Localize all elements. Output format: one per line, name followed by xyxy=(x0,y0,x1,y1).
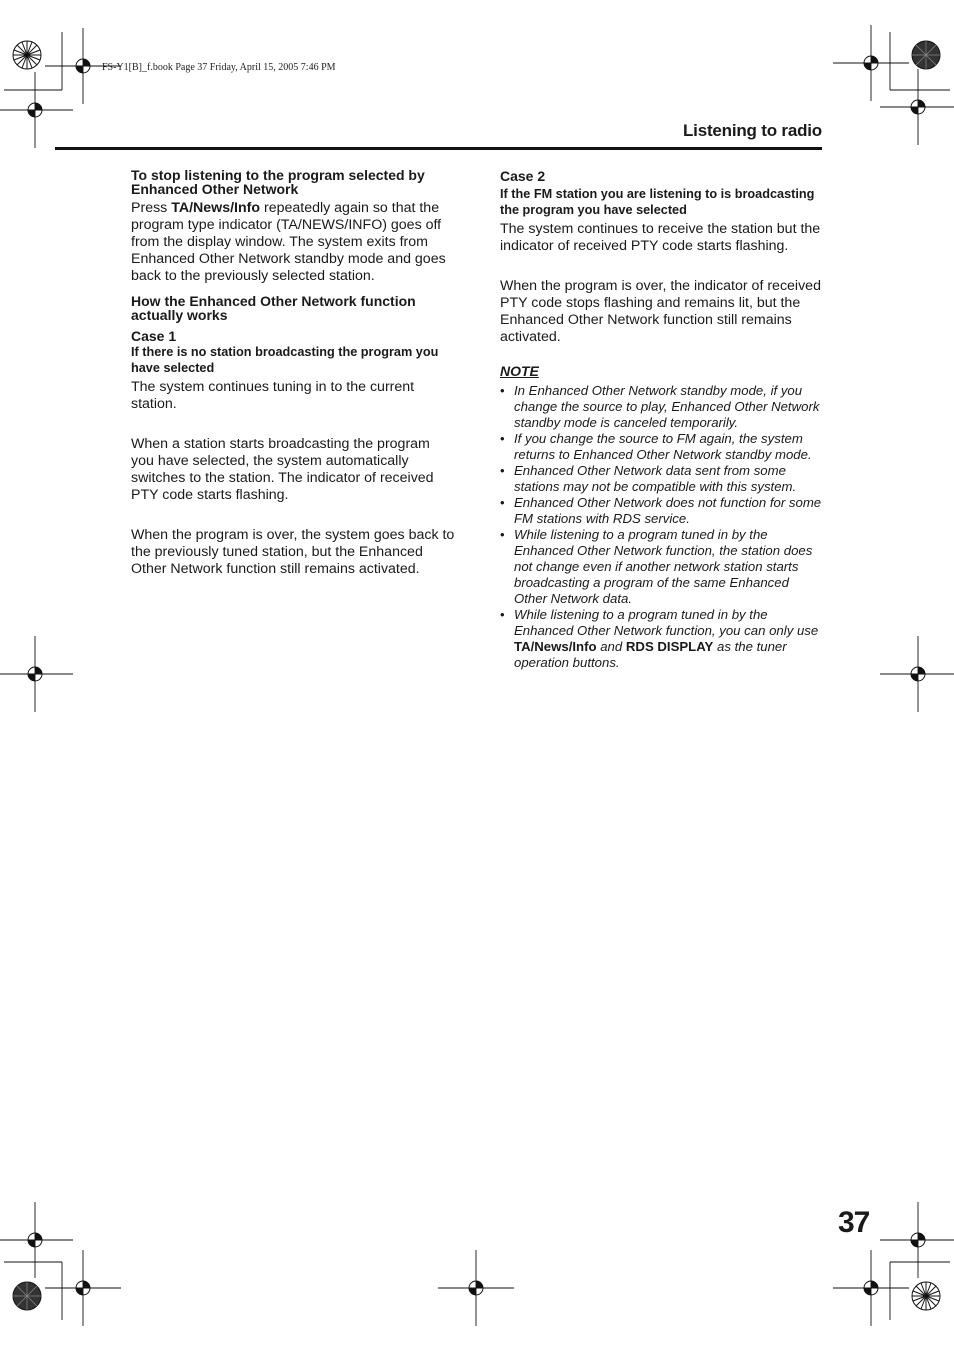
case1-subtitle: If there is no station broadcasting the program you have selected xyxy=(131,345,439,375)
case2-paragraph-2: When the program is over, the indicator of received PTY code stops flashing and remains lit, but the Enhanced Other Network function still remains activated. xyxy=(500,278,821,345)
ta-news-info-button-label: TA/News/Info xyxy=(514,639,597,654)
case1-paragraph-1: The system continues tuning in to the current station. xyxy=(131,379,415,412)
note-item: • If you change the source to FM again, the system returns to Enhanced Other Network standby mode. xyxy=(500,431,812,462)
bullet: • xyxy=(500,383,505,398)
note-item: • Enhanced Other Network does not function for some FM stations with RDS service. xyxy=(500,495,822,526)
notes-list xyxy=(500,383,825,671)
note-item: • While listening to a program tuned in by the Enhanced Other Network function, you can only use TA/News/Info and RDS DISPLAY as the tuner operation buttons. xyxy=(500,607,819,670)
note-item: • While listening to a program tuned in by the Enhanced Other Network function, the station does not change even if another network station starts broadcasting a program of the same Enhanced Other Network data. xyxy=(500,527,813,606)
note-item: • In Enhanced Other Network standby mode, if you change the source to play, Enhanced Other Network standby mode is canceled temporarily. xyxy=(500,383,820,430)
stop-text-before: Press xyxy=(131,200,172,216)
ta-news-info-button-label: TA/News/Info xyxy=(171,200,261,216)
how-heading: How the Enhanced Other Network function actually works xyxy=(131,293,416,323)
stop-heading: To stop listening to the program selected by Enhanced Other Network xyxy=(131,167,425,197)
note-title: NOTE xyxy=(500,363,539,379)
note-item: • Enhanced Other Network data sent from some stations may not be compatible with this system. xyxy=(500,463,797,494)
stop-text-after: repeatedly again so that the program type indicator (TA/NEWS/INFO) goes off from the display window. The system exits from Enhanced Other Network standby mode and goes back to the previously selected station. xyxy=(131,200,446,284)
case1-paragraph-3: When the program is over, the system goes back to the previously tuned station, but the Enhanced Other Network function still remains activated. xyxy=(131,527,455,577)
rds-display-button-label: RDS DISPLAY xyxy=(625,639,714,654)
right-column xyxy=(500,168,825,671)
page-number: 37 xyxy=(838,1206,870,1239)
case1-title: Case 1 xyxy=(131,328,177,344)
left-column xyxy=(131,168,456,578)
case2-title: Case 2 xyxy=(500,168,546,184)
header-rule xyxy=(55,147,822,150)
case2-subtitle: If the FM station you are listening to is broadcasting the program you have selected xyxy=(500,187,815,217)
bullet: • xyxy=(500,463,505,478)
bullet: • xyxy=(500,431,505,446)
case2-paragraph-1: The system continues to receive the station but the indicator of received PTY code starts flashing. xyxy=(500,221,821,254)
section-title: Listening to radio xyxy=(682,121,822,140)
print-info: FS-Y1[B]_f.book Page 37 Friday, April 15, 2005 7:46 PM xyxy=(102,62,336,73)
bullet: • xyxy=(500,495,505,510)
stop-paragraph xyxy=(131,200,456,285)
bullet: • xyxy=(500,527,505,542)
bullet: • xyxy=(500,607,505,622)
case1-paragraph-2: When a station starts broadcasting the program you have selected, the system automatically switches to the station. The indicator of received PTY code starts flashing. xyxy=(131,436,434,503)
